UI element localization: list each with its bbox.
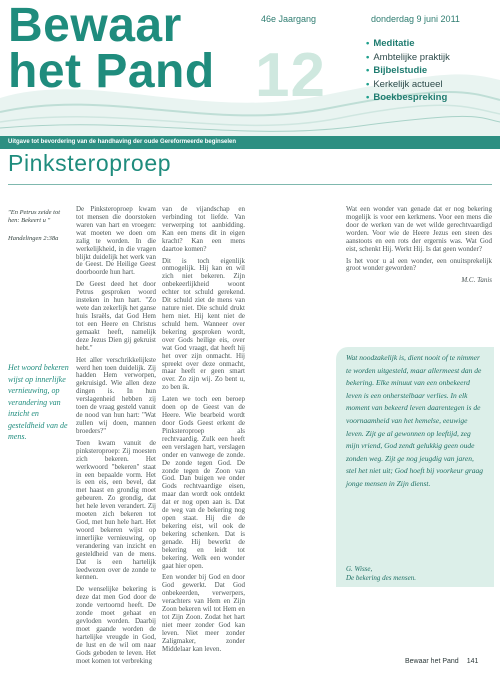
highlight-source: De bekering des mensen. — [346, 574, 416, 582]
bullet-icon: • — [366, 65, 370, 76]
paragraph: De Pinksteroproep kwam tot mensen die doorstoken waren van hart en vroegen: wat moeten we doen om zalig te worden. In die werkelijkheid, in die vragen blijkt duidelijk het werk van de Geest. De Heilige Geest doorboorde hun hart. — [76, 206, 156, 277]
opening-quote: "En Petrus zeide tot hen: Bekeert u " — [8, 209, 61, 224]
magazine-title-line1: Bewaar — [8, 0, 182, 52]
text-column-3 — [346, 206, 492, 338]
magazine-title — [8, 2, 215, 96]
author-signature: M.C. Tanis — [461, 276, 492, 285]
bullet-icon: • — [366, 51, 370, 63]
footer-label: Bewaar het Pand — [405, 658, 459, 665]
text-column-1 — [76, 206, 156, 676]
toc-item: • Bijbelstudie — [366, 65, 428, 76]
table-of-contents — [366, 37, 496, 105]
paragraph: Het aller verschrikkelijkste werd hen toen duidelijk. Zij hadden Hem verworpen, gekruisigd. Wie allen deze dingen is. In hun verslagenheid hebben zij toen de vraag gesteld vanuit de nood van hun hart: "Wat zullen wij doen, mannen broeders?" — [76, 355, 156, 435]
paragraph: Dit is toch eigenlijk onmogelijk. Hij kan en wil zich niet bekeren. Zijn onbekeerlijkheid woont echter tot schuld gerekend. Dit schuld ziet de mens van nature niet. Die schuld drukt hem niet. Hij kent niet de schuld hem. Wanneer over bekering gesproken wordt, over Gods heilige eis, over wat God vraagt, dat heeft hij het over zijn onmacht. Hij spreekt over deze onmacht, maar heeft er geen smart over. Zo zijn wij. Zo bent u, zo ben ik. — [162, 256, 245, 392]
paragraph: De Geest deed het door Petrus gesproken woord insteken in hun hart. "Zo wete dan zekerlijk het ganse huis Israëls, dat God Hem tot een Heere en Christus gemaakt heeft, namelijk deze Jezus Dien gij gekruist hebt." — [76, 280, 156, 352]
toc-item: • Ambtelijke praktijk — [366, 51, 450, 63]
page-number: 141 — [466, 658, 479, 665]
paragraph: Toen kwam vanuit de pinksteroproep: Zij moesten zich bekeren. Het werkwoord "bekeren" staat in een bepaalde vorm. Het is een eis, een bevel, dat met haast en grondig moet gebeuren. Zo grondig, dat het hele leven verandert. Zij moeten zich bekeren tot God, met hun hele hart. Het woord bekeren wijst op innerlijke vernieuwing, op verandering van inzicht en gesteldheid van de mens. Dat is een hartelijk leedwezen over de zonde te kennen. — [76, 438, 156, 582]
bullet-icon: • — [366, 78, 370, 90]
quote-reference: Handelingen 2:38a — [8, 235, 59, 242]
tagline-bar: Uitgave tot bevordering van de handhaving der oude Gereformeerde beginselen — [0, 136, 500, 149]
paragraph: Laten we toch een beroep doen op de Geest van de Heere. Wie bearbeid wordt door Gods Geest erkent de Pinksteroproep als rechtvaardig. Zulk een heeft een verslagen hart, verslagen onder en vanwege de zonde. De zonde tegen God. De zonde tegen de Zoon van God. Dan buigen we onder Gods rechtvaardige eisen, maar dan wordt ook ontdekt dat er nog open aan is. Dat de weg van de bekering nog open staat. Hij die de bekering eist, wil ook de bekering schenken. Dat is genade. Hij bewerkt de bekering en leidt tot bekering. Welk een wonder gaat hier open. — [162, 395, 245, 570]
paragraph: De wenselijke bekering is deze dat men God door de zonde vertoornd heeft. De zonde moet gehaat en gevloden worden. Daarbij moet gaande worden de hartelijke vreugde in God, de lust en de wil om naar Gods geboden te leven. Het moet komen tot verbreking — [76, 585, 156, 665]
highlight-attribution — [346, 565, 486, 583]
text-column-2 — [162, 206, 245, 676]
pull-quote-sidebar: Het woord bekeren wijst op innerlijke vernieuwing, op verandering van inzicht en gesteldheid van de mens. — [8, 363, 69, 441]
toc-item: • Boekbespreking — [366, 92, 448, 103]
bullet-icon: • — [366, 38, 370, 49]
paragraph: Wat een wonder van genade dat er nog bekering mogelijk is voor een kerkmens. Voor een mens die door de werken van de wet wilde gerechtvaardigd worden. Voor wie de Heere Jezus een steen des aanstoots en een rots der ergernis was. Wat God eist, schenkt Hij. Werkt Hij. Is dat geen wonder? — [346, 206, 492, 253]
title-divider — [8, 184, 492, 185]
page-footer — [405, 658, 478, 665]
toc-item: • Kerkelijk actueel — [366, 78, 443, 90]
volume-year: 46e Jaargang — [261, 14, 317, 24]
toc-item: • Meditatie — [366, 38, 415, 49]
highlight-quote — [346, 352, 484, 491]
article-title: Pinksteroproep — [8, 150, 172, 176]
masthead — [0, 0, 500, 152]
paragraph: van de vijandschap en verbinding tot liefde. Van verwerping tot aanbidding. Kan een mens dit in eigen kracht? Kan een mens daartoe komen? — [162, 206, 245, 253]
highlight-author: G. Wisse, — [346, 565, 373, 573]
issue-number: 12 — [255, 41, 326, 110]
issue-date: donderdag 9 juni 2011 — [371, 14, 460, 24]
paragraph: Is het voor u al een wonder, een onuitsprekelijk groot wonder geworden? — [346, 256, 492, 273]
highlight-quote-text: Wat noodzakelijk is, dient nooit of te nimmer te worden uitgesteld, maar allermeest dan de bekering. Elke minuut van een onbekeerd leven is een onherstelbaar verlies. In elk moment van bekeerd leven daarentegen is de voornaamheid van het hemelse, eeuwige leven. Zijt ge al gewonnen op leeftijd, zeg mijn vriend, God zendt gelukkig geen oude zonden weg. Zijt ge nog jeugdig van jaren, stel het niet uit; God hoeft bij voorkeur graag jonge mensen in Zijn dienst. — [346, 353, 484, 488]
paragraph: Een wonder bij God en door God gewerkt. Dat God onbekeerden, verwerpers, verachters van Hem en Zijn Zoon bekeren wil tot Hem en tot Zijn Zoon. Zodat het hart niet meer zonder God kan leven. Niet meer zonder Zaligmaker, zonder Middelaar kan leven. — [162, 573, 245, 653]
bullet-icon: • — [366, 92, 370, 103]
magazine-title-line2: het Pand — [8, 45, 215, 98]
